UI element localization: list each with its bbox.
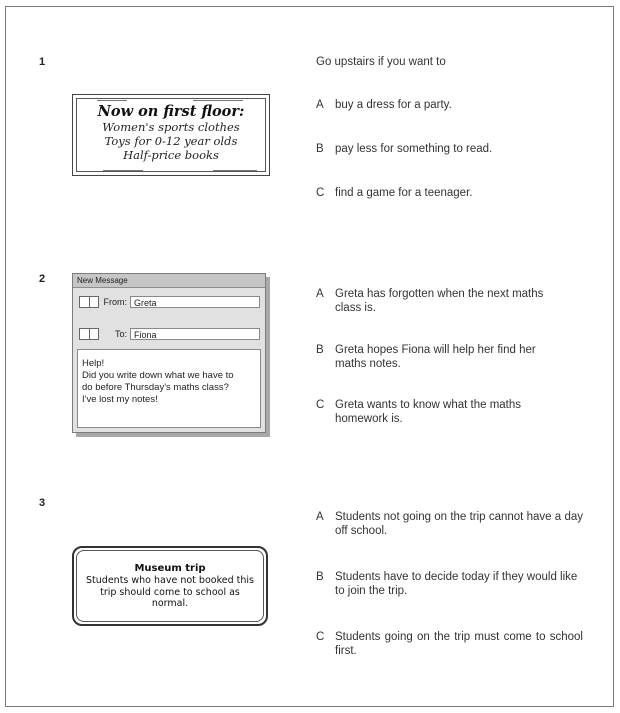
from-row — [79, 293, 260, 310]
address-book-icon — [79, 328, 99, 340]
message-window-title: New Message — [73, 274, 265, 288]
question-1-stem: Go upstairs if you want to — [316, 56, 446, 68]
option-letter: C — [316, 399, 325, 411]
option-letter: A — [316, 288, 324, 300]
option-letter: B — [316, 344, 324, 356]
notice-line: Women's sports clothes — [102, 120, 240, 134]
option-1b[interactable] — [316, 142, 583, 156]
torn-edge-decoration — [193, 100, 243, 101]
to-field[interactable]: Fiona — [130, 328, 260, 340]
notice-title: Now on first floor: — [97, 103, 245, 120]
option-letter: A — [316, 511, 324, 523]
notice-line: trip should come to school as — [100, 586, 240, 598]
option-text: Greta hopes Fiona will help her find her maths notes. — [335, 344, 536, 370]
option-letter: B — [316, 143, 324, 155]
option-letter: C — [316, 187, 325, 199]
torn-edge-decoration — [213, 170, 257, 171]
to-label: To: — [114, 328, 127, 339]
to-row — [79, 325, 260, 342]
question-number-3: 3 — [39, 497, 46, 509]
torn-edge-decoration — [97, 100, 127, 101]
option-text: Students have to decide today if they would like to join the trip. — [335, 571, 578, 597]
new-message-window — [72, 273, 266, 433]
notice-line: Students who have not booked this — [86, 575, 254, 586]
notice-line: Toys for 0-12 year olds — [104, 134, 238, 148]
option-3b[interactable] — [316, 570, 583, 598]
notice-inner-border — [76, 550, 264, 622]
notice-title: Museum trip — [134, 563, 206, 574]
option-text: Students not going on the trip cannot have a day off school. — [335, 511, 583, 537]
torn-edge-decoration — [103, 170, 143, 171]
option-2b[interactable] — [316, 343, 565, 371]
option-2a[interactable] — [316, 287, 565, 315]
option-3a[interactable] — [316, 510, 583, 538]
question-number-1: 1 — [39, 56, 46, 68]
message-body[interactable] — [77, 349, 261, 428]
notice-line: Half-price books — [123, 148, 219, 162]
option-text: pay less for something to read. — [335, 143, 493, 155]
message-line: Did you write down what we have to — [82, 370, 234, 381]
option-3c[interactable] — [316, 630, 583, 658]
question-number-2: 2 — [39, 273, 46, 285]
option-text: Students going on the trip must come to school first. — [335, 631, 583, 657]
message-line: Help! — [82, 358, 105, 369]
option-text: find a game for a teenager. — [335, 187, 473, 199]
notice-line: normal. — [151, 598, 189, 609]
option-letter: C — [316, 631, 325, 643]
message-line: I've lost my notes! — [82, 394, 158, 405]
option-text: Greta wants to know what the maths homework is. — [335, 399, 522, 425]
option-letter: A — [316, 99, 324, 111]
option-text: Greta has forgotten when the next maths class is. — [335, 288, 544, 314]
notice-first-floor — [72, 94, 270, 176]
option-1a[interactable] — [316, 98, 583, 112]
option-letter: B — [316, 571, 324, 583]
address-book-icon — [79, 296, 99, 308]
option-2c[interactable] — [316, 398, 550, 426]
from-field[interactable]: Greta — [130, 296, 260, 308]
message-line: do before Thursday's maths class? — [82, 382, 229, 393]
from-label: From: — [103, 296, 127, 307]
notice-museum-trip — [72, 546, 268, 626]
option-1c[interactable] — [316, 186, 583, 200]
option-text: buy a dress for a party. — [335, 99, 452, 111]
